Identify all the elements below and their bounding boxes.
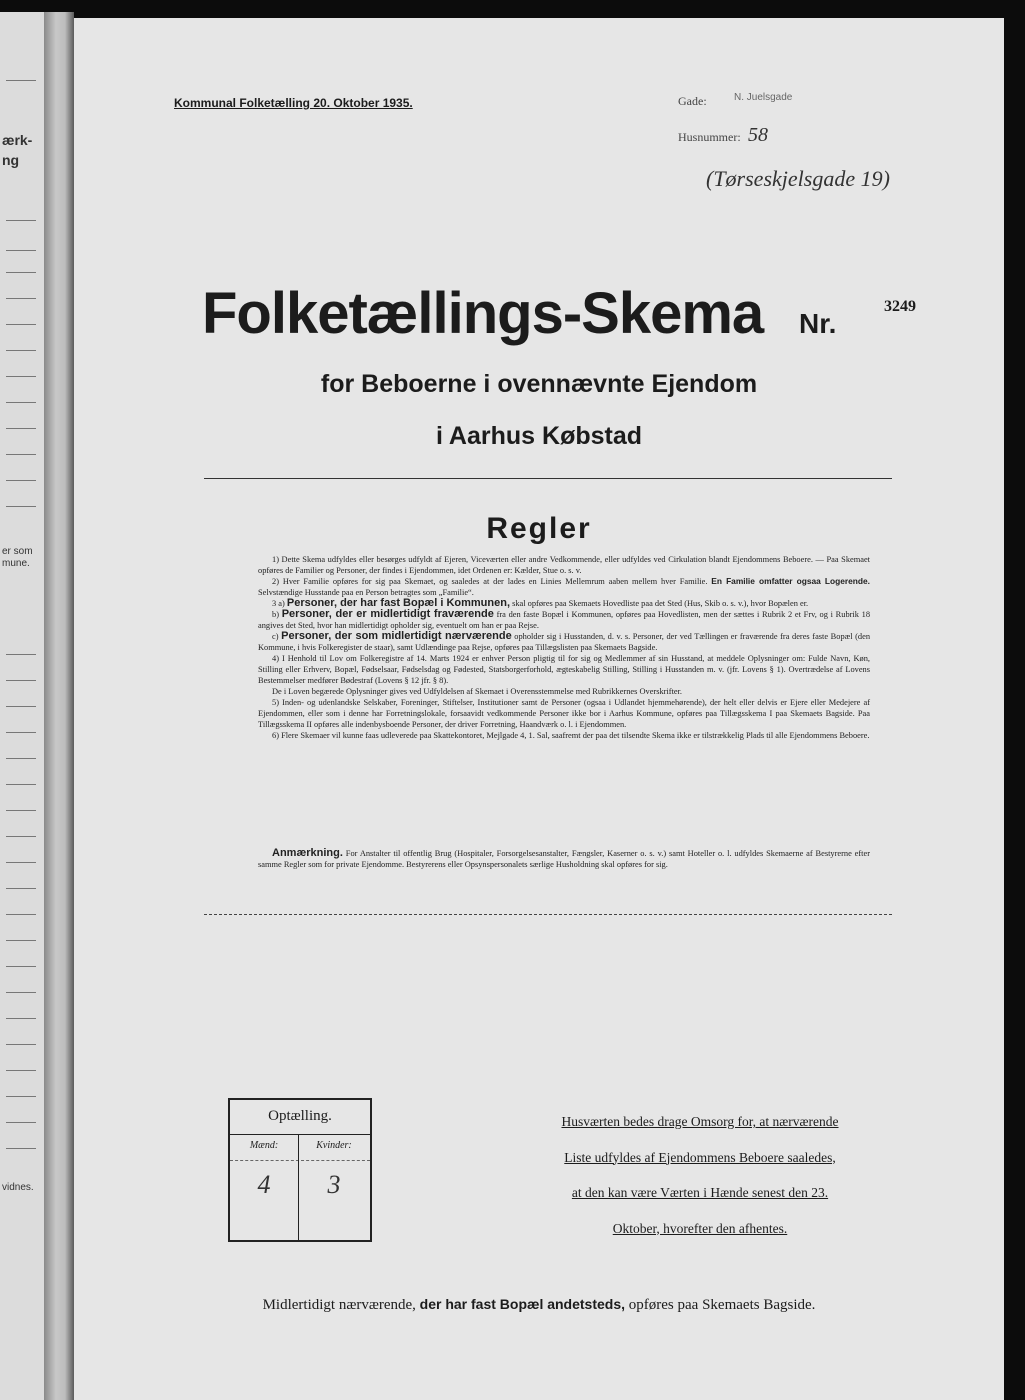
rule-3a-num: 3 a) xyxy=(272,599,285,608)
note-line: Liste udfyldes af Ejendommens Beboere saaledes, xyxy=(564,1149,836,1165)
form-title: Folketællings-Skema xyxy=(202,281,764,346)
rule-3b-text: fra den faste Bopæl i Kommunen, opføres paa Hovedlisten, men der sættes i Rubrik 2 et Frv, og i Rubrik 18 angives det Sted, hvor han midlertidigt opholder sig, eventuelt om han er paa Rejse. xyxy=(258,610,871,630)
form-subtitle-city: i Aarhus Købstad xyxy=(435,422,643,450)
rule-5: 5) Inden- og udenlandske Selskaber, Foreninger, Stiftelser, Institutioner samt de Personer (ogsaa i Udlandet hjemmehørende), der helt eller delvis er Ejere eller Medejere af Ejendommen, eller som i denne har Forretningslokale, forsaavidt vedkommende Personer ikke bor i Aarhus Kommune, opføres paa Tillægsskema I paa Skemaets Bagside. Paa Tillægsskema II opføres alle indenbysboende Personer, der driver Forretning, Haandværk o. l. i Ejendommen. xyxy=(258,698,870,729)
divider-dashed xyxy=(204,914,892,915)
note-line: Husværten bedes drage Omsorg for, at nærværende xyxy=(561,1114,839,1129)
footer-pre: Midlertidigt nærværende, xyxy=(262,1297,416,1313)
handwritten-address-note: (Tørseskjelsgade 19) xyxy=(706,166,890,191)
footer-post: opføres paa Skemaets Bagside. xyxy=(628,1297,816,1313)
rule-4b: De i Loven begærede Oplysninger gives ved Udfyldelsen af Skemaet i Overensstemmelse med Rubrikkernes Overskrifter. xyxy=(272,687,683,696)
rule-2 xyxy=(258,576,870,598)
form-subtitle: for Beboerne i ovennævnte Ejendom xyxy=(320,370,758,398)
book-gutter xyxy=(44,12,74,1400)
maend-count: 4 xyxy=(257,1170,271,1199)
rule-6: 6) Flere Skemaer vil kunne faas udleverede paa Skattekontoret, Mejlgade 4, 1. Sal, saafremt der paa det tilsendte Skema ikke er tilstrækkelig Plads til alle Ejendommens Beboere. xyxy=(272,731,870,740)
prev-page-fragment: mune. xyxy=(2,558,30,569)
prev-page-fragment: vidnes. xyxy=(2,1182,34,1193)
census-header: Kommunal Folketælling 20. Oktober 1935. xyxy=(174,96,413,110)
rules-text xyxy=(258,554,870,741)
husnummer-label: Husnummer: xyxy=(678,130,741,144)
rule-3c-num: c) xyxy=(272,632,279,641)
kvinder-count: 3 xyxy=(327,1170,341,1199)
anmaerkning-label: Anmærkning. xyxy=(272,847,343,859)
gade-value: N. Juelsgade xyxy=(734,92,793,103)
census-form-page xyxy=(74,18,1004,1400)
box-divider xyxy=(298,1134,299,1240)
optaelling-title: Optælling. xyxy=(268,1108,332,1124)
rule-3a-text: skal opføres paa Skemaets Hovedliste paa det Sted (Hus, Skib o. s. v.), hvor Bopælen er. xyxy=(512,599,809,608)
maend-label: Mænd: xyxy=(249,1140,279,1151)
rule-1: 1) Dette Skema udfyldes eller besørges udfyldt af Ejeren, Viceværten eller andre Vedkommende, eller udfyldes ved Cirkulation blandt Ejendommens Beboere. — Paa Skemaet opføres de Familier og Personer, der findes i Ejendommen, idet Ordenen er: Kælder, Stue o. s. v. xyxy=(258,555,870,575)
rule-2-text: 2) Hver Familie opføres for sig paa Skemaet, og saaledes at der lades en Linies Mellemrum aaben mellem hver Familie. xyxy=(272,577,708,586)
box-rule-dashed xyxy=(230,1160,370,1161)
box-rule xyxy=(230,1134,370,1135)
rule-3b xyxy=(258,609,870,631)
collection-note xyxy=(530,1104,870,1246)
anmaerkning-text: For Anstalter til offentlig Brug (Hospitaler, Forsorgelsesanstalter, Fængsler, Kaserner o. s. v.) samt Hoteller o. l. udfyldes Skemaerne af Bestyrerne efter samme Regler som for private Ejendomme. Bestyrerens eller Opsynspersonalets særlige Husholdning skal opføres for sig. xyxy=(258,849,871,869)
rule-2-text-b: Selvstændige Husstande paa en Person betragtes som „Familie“. xyxy=(258,588,474,597)
rule-3c xyxy=(258,631,870,653)
husnummer-value: 58 xyxy=(748,124,768,146)
note-line: Oktober, hvorefter den afhentes. xyxy=(612,1220,788,1236)
rule-3c-heading: Personer, der som midlertidigt nærværende xyxy=(281,630,512,642)
rule-3b-num: b) xyxy=(272,610,279,619)
form-nr-label: Nr. xyxy=(799,308,837,339)
rule-3a-heading: Personer, der har fast Bopæl i Kommunen, xyxy=(286,597,510,609)
rule-3c-text: opholder sig i Husstanden, d. v. s. Personer, der ved Tællingen er fraværende fra deres faste Bopæl (den Kommune, i hvis Folkeregister de staar), samt Udlændinge paa Rejse, opføres paa Tillægslisten paa Skemaets Bagside. xyxy=(258,632,871,652)
rule-3b-heading: Personer, der er midlertidigt fraværende xyxy=(281,608,494,620)
prev-page-fragment: er som xyxy=(2,546,33,557)
form-number: 3249 xyxy=(884,298,916,315)
rule-2-bold: En Familie omfatter ogsaa Logerende. xyxy=(711,576,871,586)
footer-bold: der har fast Bopæl andetsteds, xyxy=(419,1296,626,1312)
prev-page-fragment: ærk- xyxy=(2,132,33,148)
rules-heading: Regler xyxy=(486,512,592,545)
note-line: at den kan være Værten i Hænde senest den 23. xyxy=(571,1185,829,1200)
divider xyxy=(204,478,892,479)
prev-page-fragment: ng xyxy=(2,152,20,168)
gade-label: Gade: xyxy=(678,94,707,108)
footer-note xyxy=(74,1296,1004,1314)
previous-page-edge xyxy=(0,12,44,1400)
kvinder-label: Kvinder: xyxy=(316,1140,352,1151)
rule-4: 4) I Henhold til Lov om Folkeregistre af 14. Marts 1924 er enhver Person pligtig til for sig og Medlemmer af sin Husstand, at meddele Oplysninger om: Fulde Navn, Køn, Stilling eller Erhverv, Bopæl, Fødselsaar, Fødselsdag og Fødested, Statsborgerforhold, ægteskabelig Stilling, Stilling i Husstanden m. v. (jfr. Lovens § 1). Overtrædelse af Lovens Bestemmelser medfører Bødestraf (Lovens § 12 jfr. § 8). xyxy=(258,654,870,685)
optaelling-box xyxy=(228,1098,372,1242)
anmaerkning xyxy=(258,848,870,870)
